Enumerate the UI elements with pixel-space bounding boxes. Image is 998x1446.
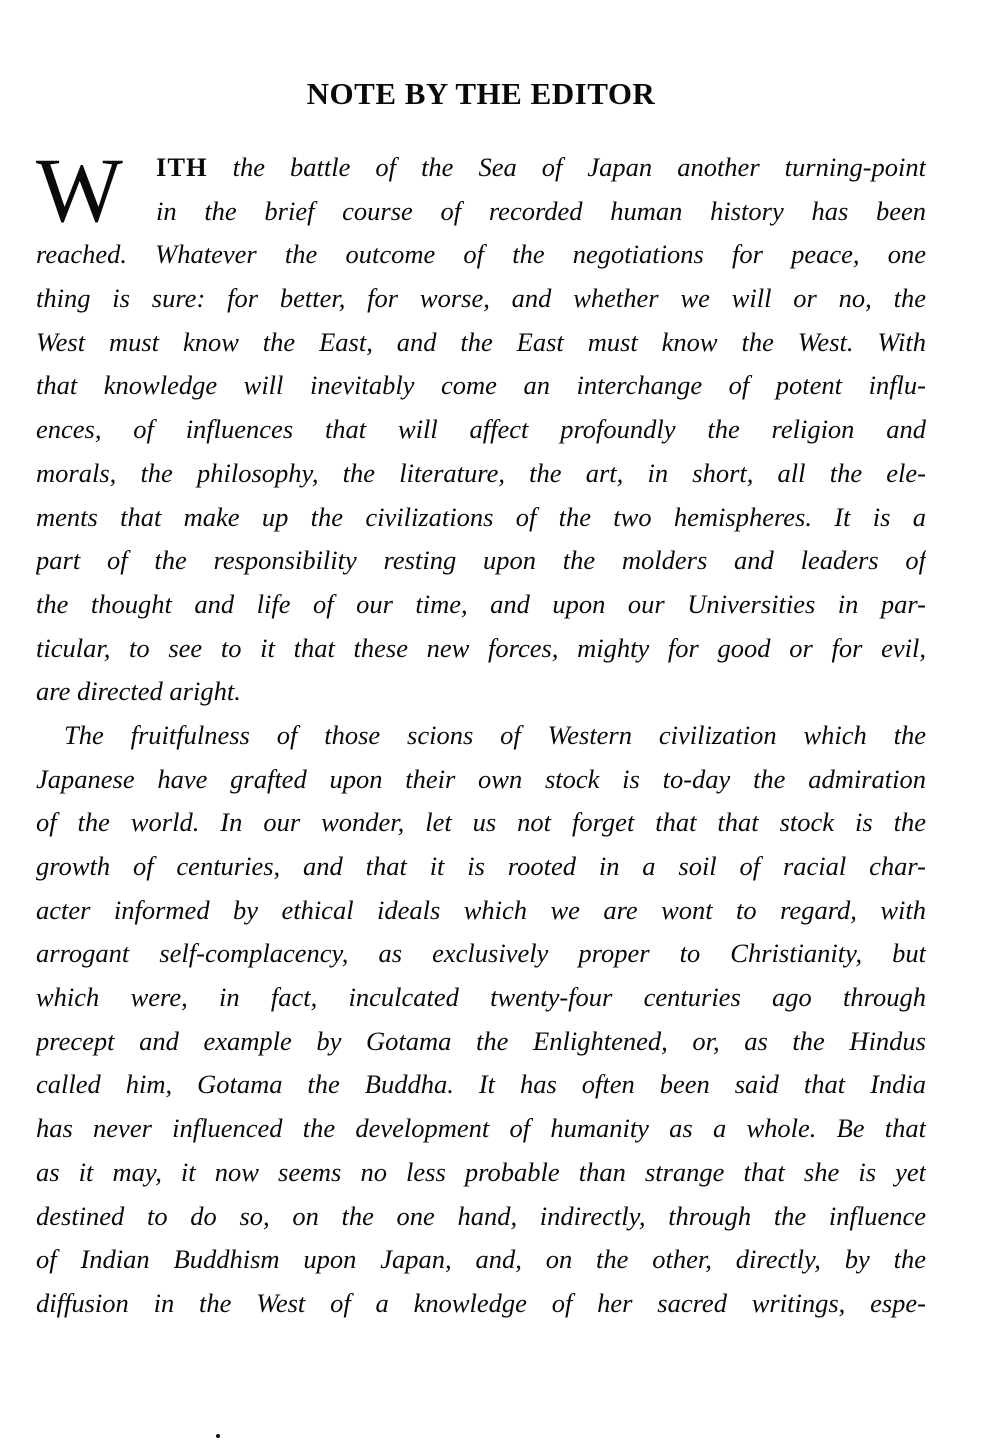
drop-cap: W (36, 139, 123, 241)
text-line: has never influenced the development of humanity as a whole. Be that (36, 1113, 926, 1144)
text-line: part of the responsibility resting upon the molders and leaders of (36, 545, 926, 576)
text-line: precept and example by Gotama the Enlightened, or, as the Hindus (36, 1025, 926, 1056)
text-line: ITH the battle of the Sea of Japan another turning-point (156, 152, 926, 182)
page-title: NOTE BY THE EDITOR (306, 76, 656, 111)
document-page (36, 0, 926, 1446)
first-word-rest: ITH (156, 152, 208, 182)
text-line: of Indian Buddhism upon Japan, and, on the other, directly, by the (36, 1244, 926, 1275)
text-line: which were, in fact, inculcated twenty-four centuries ago through (36, 982, 926, 1013)
text-line: The fruitfulness of those scions of Western civilization which the (64, 719, 926, 750)
page-mark-dot (216, 1434, 220, 1438)
text-line: morals, the philosophy, the literature, the art, in short, all the ele- (36, 457, 926, 488)
text-line: ticular, to see to it that these new forces, mighty for good or for evil, (36, 632, 926, 663)
text-line: Japanese have grafted upon their own stock is to-day the admiration (36, 763, 926, 794)
text-line: as it may, it now seems no less probable than strange that she is yet (36, 1156, 926, 1187)
text-line: in the brief course of recorded human history has been (156, 195, 926, 226)
text-line: acter informed by ethical ideals which we are wont to regard, with (36, 894, 926, 925)
text-line: the thought and life of our time, and upon our Universities in par- (36, 588, 926, 619)
text-line: thing is sure: for better, for worse, and whether we will or no, the (36, 283, 926, 314)
text-line: growth of centuries, and that it is rooted in a soil of racial char- (36, 851, 926, 881)
text-line: are directed aright. (36, 676, 241, 707)
text-line: arrogant self-complacency, as exclusively proper to Christianity, but (36, 938, 926, 969)
text-line: West must know the East, and the East must know the West. With (36, 326, 926, 357)
text-line: of the world. In our wonder, let us not forget that that stock is the (36, 807, 926, 838)
text-line: reached. Whatever the outcome of the negotiations for peace, one (36, 239, 926, 270)
text-line: ences, of influences that will affect profoundly the religion and (36, 414, 926, 445)
text-line: that knowledge will inevitably come an interchange of potent influ- (36, 370, 926, 401)
text-line: ments that make up the civilizations of the two hemispheres. It is a (36, 501, 926, 532)
text-line: called him, Gotama the Buddha. It has often been said that India (36, 1069, 926, 1100)
text-line: diffusion in the West of a knowledge of her sacred writings, espe- (36, 1287, 926, 1318)
text-line: destined to do so, on the one hand, indirectly, through the influence (36, 1200, 926, 1231)
body-text (36, 139, 926, 1326)
